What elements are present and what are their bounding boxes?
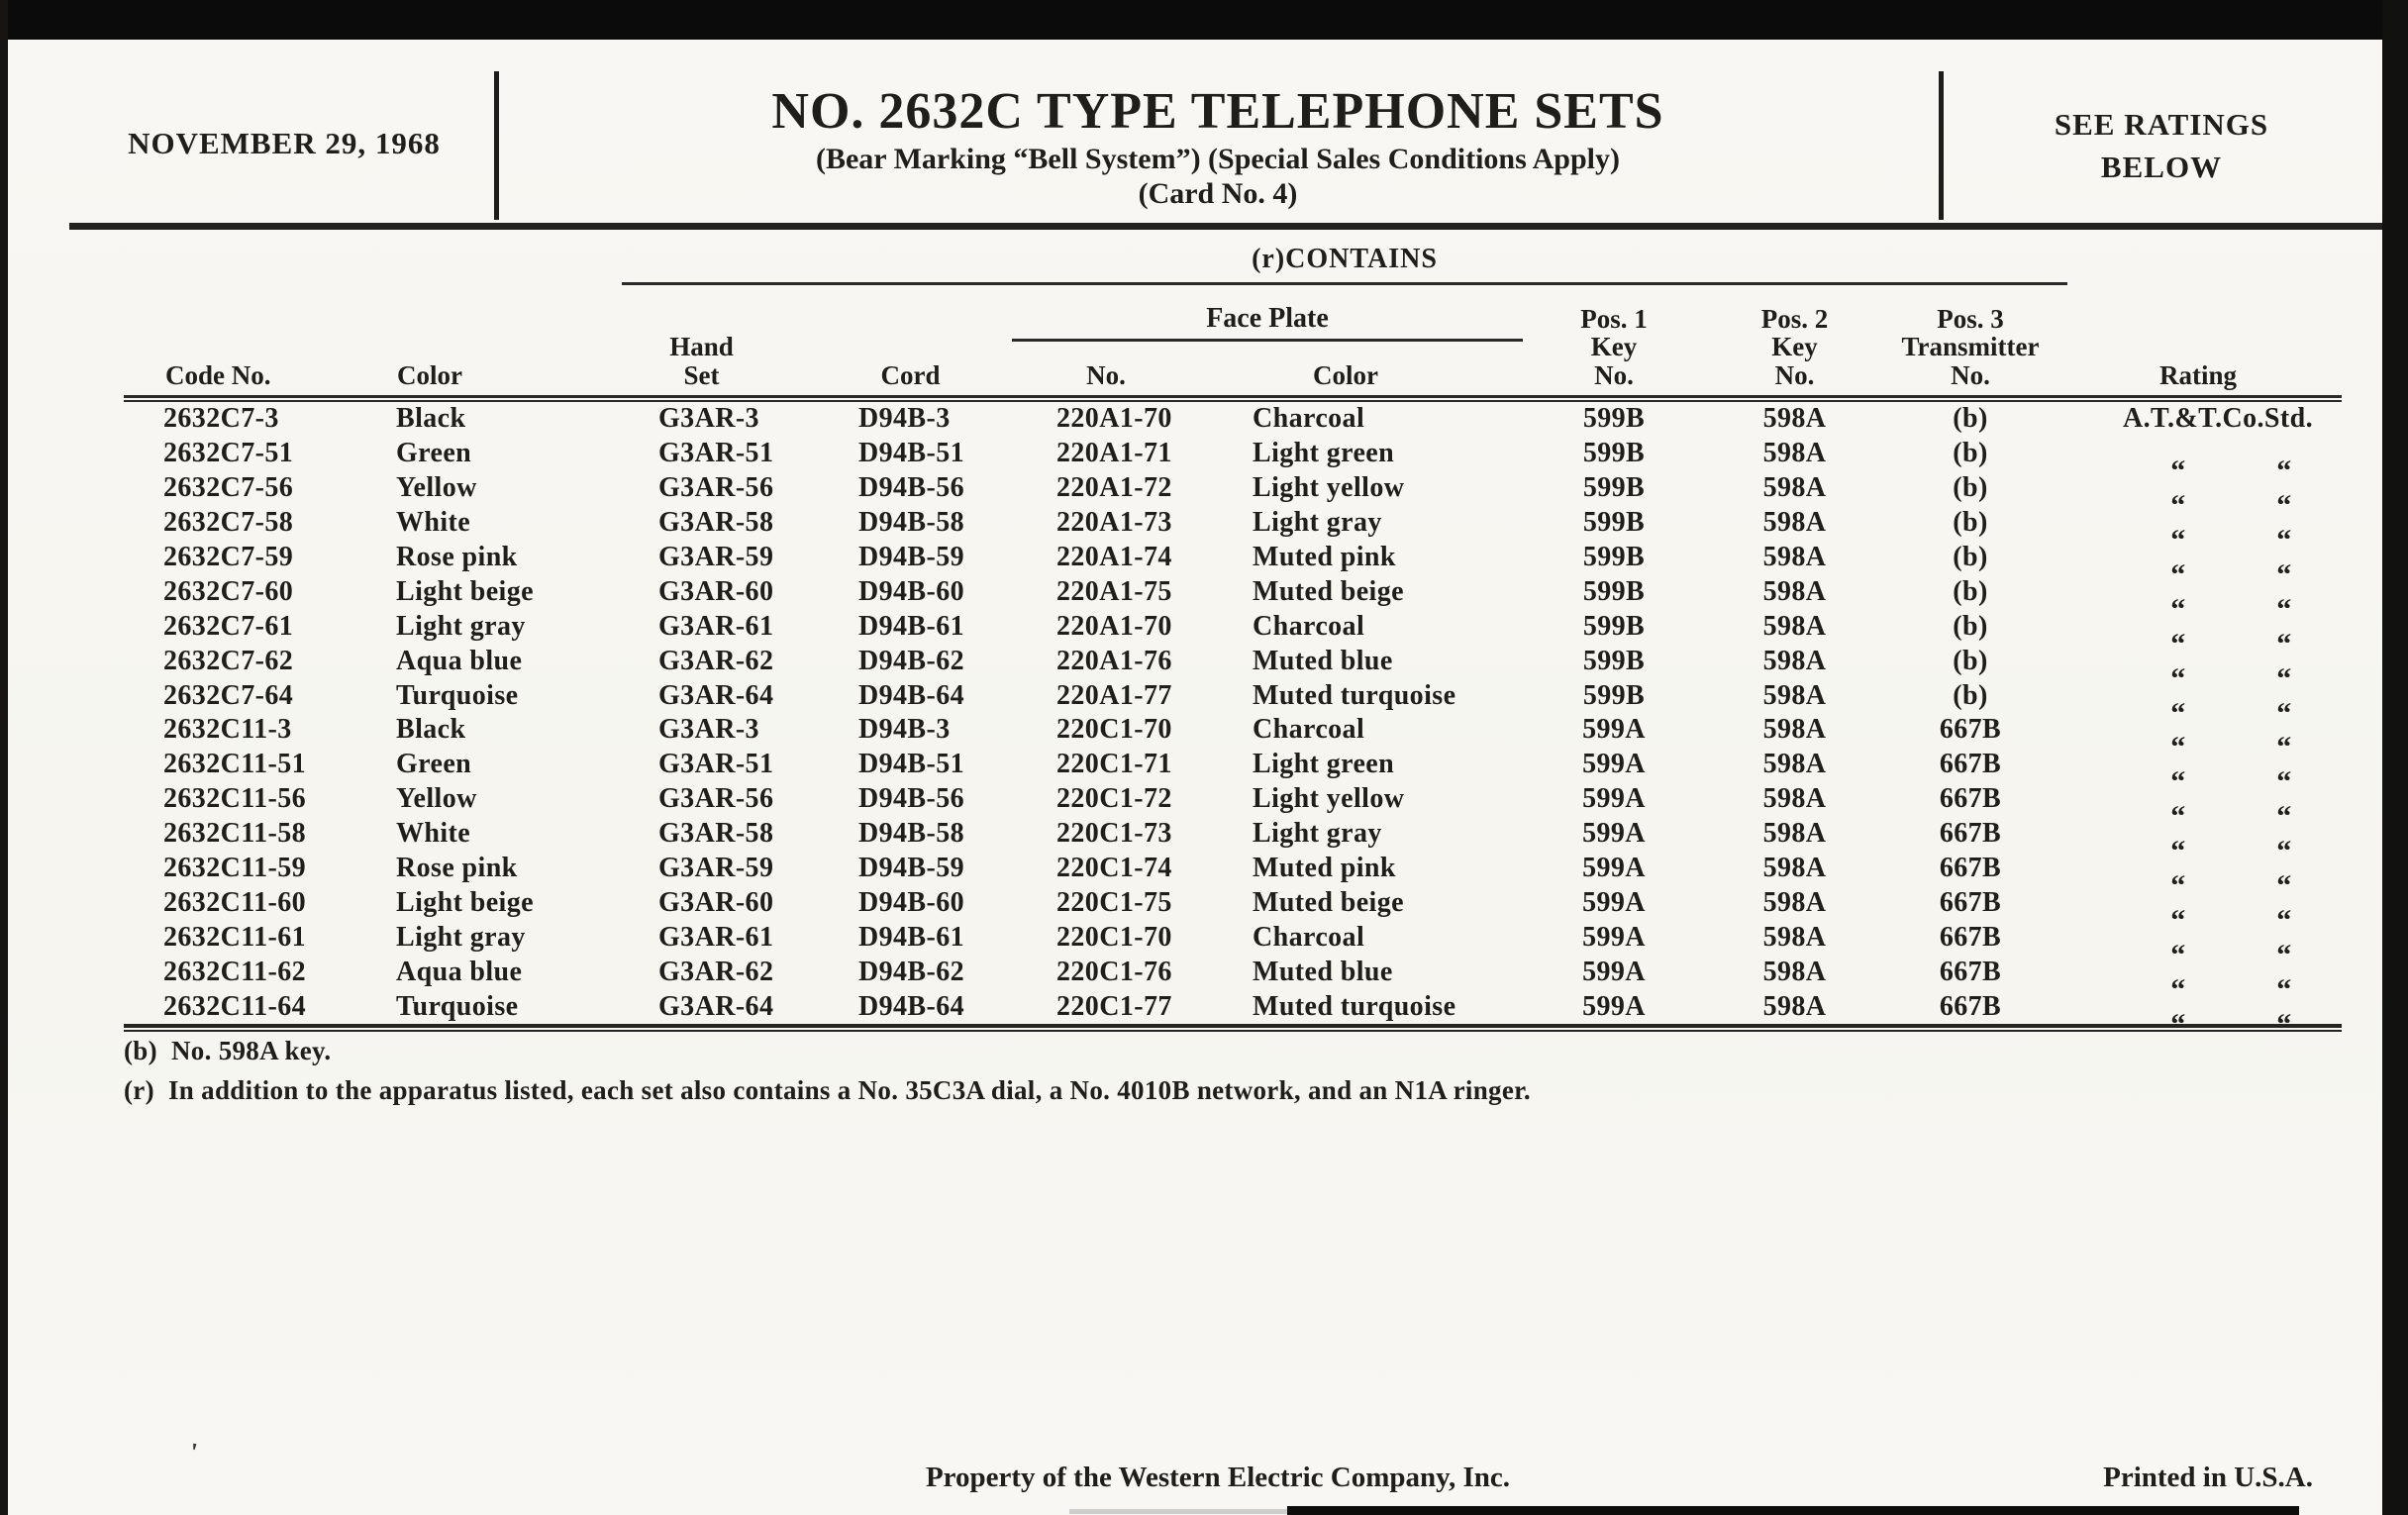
- column-header: No.: [1086, 359, 1126, 390]
- table-cell: 667B: [1939, 956, 2002, 987]
- table-cell: 598A: [1762, 818, 1827, 850]
- table-cell: 2632C7-56: [163, 472, 294, 504]
- parts-table: [124, 238, 2342, 1041]
- table-cell: 2632C7-3: [163, 403, 279, 435]
- table-cell: 598A: [1762, 679, 1827, 711]
- table-cell: 598A: [1762, 886, 1827, 918]
- table-cell: Green: [396, 749, 472, 780]
- table-cell: 667B: [1939, 990, 2002, 1022]
- table-cell: 599A: [1582, 853, 1646, 884]
- table-cell: 2632C11-64: [163, 990, 306, 1022]
- table-cell: D94B-60: [858, 886, 965, 918]
- ditto-mark: “: [2276, 627, 2292, 660]
- table-cell: 220C1-71: [1056, 749, 1172, 780]
- table-cell: G3AR-61: [658, 610, 774, 642]
- table-cell: 2632C7-62: [163, 645, 294, 676]
- table-cell: 220C1-70: [1056, 921, 1172, 953]
- table-cell: 220C1-76: [1056, 956, 1172, 987]
- table-cell: 220A1-76: [1056, 645, 1172, 676]
- ratings-note-line1: SEE RATINGS: [2054, 107, 2269, 142]
- table-row: [124, 920, 2342, 971]
- footnote-b: (b) No. 598A key.: [124, 1036, 332, 1065]
- table-cell: (b): [1953, 472, 1988, 504]
- table-cell: 598A: [1762, 956, 1827, 987]
- ditto-mark: “: [2276, 972, 2292, 1006]
- table-bottom-rule: [124, 1024, 2342, 1032]
- card-number: (Card No. 4): [1138, 177, 1298, 210]
- table-cell: 599B: [1582, 438, 1646, 469]
- table-cell: 220C1-70: [1056, 714, 1172, 746]
- table-cell: G3AR-58: [658, 818, 774, 850]
- table-cell: 599A: [1582, 921, 1646, 953]
- table-cell: 598A: [1762, 921, 1827, 953]
- table-cell: (b): [1953, 575, 1988, 607]
- table-cell: Charcoal: [1253, 610, 1365, 642]
- column-headers: [124, 305, 2342, 390]
- table-cell: 598A: [1762, 783, 1827, 815]
- table-cell: G3AR-3: [658, 714, 759, 746]
- table-row: [124, 402, 2342, 437]
- table-cell: 220C1-75: [1056, 886, 1172, 918]
- table-cell: 220A1-75: [1056, 575, 1172, 607]
- table-cell: (b): [1953, 542, 1988, 572]
- table-cell: 598A: [1762, 472, 1827, 504]
- table-cell: Green: [396, 438, 472, 469]
- table-cell: 667B: [1939, 818, 2002, 850]
- table-cell: 220A1-70: [1056, 610, 1172, 642]
- contains-underline: [622, 282, 2067, 285]
- table-cell: G3AR-64: [658, 679, 774, 711]
- table-cell: G3AR-62: [658, 645, 774, 676]
- table-cell: 2632C11-3: [163, 714, 292, 746]
- table-cell: 599A: [1582, 749, 1646, 780]
- table-cell: Muted blue: [1253, 956, 1393, 987]
- column-header: Pos. 2 Key No.: [1760, 303, 1829, 390]
- table-cell: D94B-62: [858, 956, 965, 987]
- scan-frame-right: [2382, 0, 2408, 1515]
- page-title: NO. 2632C TYPE TELEPHONE SETS: [771, 83, 1664, 140]
- table-cell: Light beige: [396, 575, 534, 607]
- table-cell: 599A: [1582, 886, 1646, 918]
- ditto-mark: “: [2276, 558, 2292, 591]
- table-cell: G3AR-56: [658, 783, 774, 815]
- ditto-mark: “: [2276, 835, 2292, 868]
- table-cell: Yellow: [396, 472, 477, 504]
- ditto-mark: “: [2170, 835, 2186, 868]
- ditto-mark: “: [2170, 558, 2186, 591]
- table-cell: Turquoise: [396, 990, 519, 1022]
- table-cell: G3AR-64: [658, 990, 774, 1022]
- table-cell: Rose pink: [396, 542, 518, 572]
- footnote-r: (r) In addition to the apparatus listed, each set also contains a No. 35C3A dial, a No. 4010B network, and an N1A ringer.: [124, 1075, 1531, 1105]
- scan-frame-bottom-strip: [1287, 1506, 2299, 1515]
- table-cell: 220C1-73: [1056, 818, 1172, 850]
- header-divider-left: [494, 71, 499, 220]
- table-cell: 667B: [1939, 714, 2002, 746]
- table-cell: 598A: [1762, 610, 1827, 642]
- table-cell: Light green: [1253, 749, 1395, 780]
- table-cell: Turquoise: [396, 679, 519, 711]
- table-cell: G3AR-3: [658, 403, 759, 435]
- table-cell: 220C1-77: [1056, 990, 1172, 1022]
- table-cell: (b): [1953, 438, 1988, 469]
- table-cell: Light beige: [396, 886, 534, 918]
- table-cell: D94B-64: [858, 990, 965, 1022]
- table-cell: G3AR-60: [658, 575, 774, 607]
- column-header: Rating: [2158, 359, 2237, 390]
- table-cell: G3AR-51: [658, 438, 774, 469]
- table-cell: 2632C7-58: [163, 507, 294, 539]
- table-cell: 220A1-73: [1056, 507, 1172, 539]
- table-cell: D94B-61: [858, 921, 965, 953]
- table-cell: D94B-51: [858, 749, 965, 780]
- table-cell: D94B-58: [858, 507, 965, 539]
- table-cell: (b): [1953, 610, 1988, 642]
- table-cell: 599B: [1582, 507, 1646, 539]
- table-cell: 599B: [1582, 542, 1646, 572]
- table-cell: 2632C11-51: [163, 749, 306, 780]
- table-cell: 220C1-74: [1056, 853, 1172, 884]
- ratings-note: [2055, 103, 2268, 188]
- ditto-mark: “: [2170, 489, 2186, 523]
- table-row: [124, 713, 2342, 764]
- table-cell: 598A: [1762, 853, 1827, 884]
- table-cell: 598A: [1762, 542, 1827, 572]
- table-cell: 599A: [1582, 956, 1646, 987]
- column-header: Hand Set: [669, 332, 734, 390]
- table-cell: D94B-59: [858, 853, 965, 884]
- table-cell: Light green: [1253, 438, 1395, 469]
- scan-smudge: [1069, 1509, 1297, 1514]
- ditto-mark: “: [2170, 454, 2186, 488]
- page-subtitle: (Bear Marking “Bell System”) (Special Sales Conditions Apply): [815, 143, 1620, 175]
- scan-artifact: ': [188, 1437, 200, 1467]
- table-cell: 667B: [1939, 921, 2002, 953]
- table-cell: G3AR-62: [658, 956, 774, 987]
- table-cell: Black: [396, 403, 466, 435]
- table-cell: 220A1-72: [1056, 472, 1172, 504]
- table-cell: Light gray: [396, 921, 526, 953]
- table-cell: D94B-3: [858, 714, 951, 746]
- table-cell: D94B-58: [858, 818, 965, 850]
- table-header: [124, 238, 2342, 395]
- property-notice: Property of the Western Electric Company, Inc.: [925, 1462, 1511, 1493]
- table-cell: 2632C11-56: [163, 783, 306, 815]
- table-cell: G3AR-59: [658, 853, 774, 884]
- ditto-mark: “: [2276, 800, 2292, 834]
- table-cell: Muted pink: [1253, 542, 1396, 572]
- table-cell: Light gray: [1253, 507, 1382, 539]
- table-cell: 599B: [1582, 575, 1646, 607]
- table-cell: 220A1-74: [1056, 542, 1172, 572]
- table-cell: D94B-61: [858, 610, 965, 642]
- ditto-mark: “: [2276, 765, 2292, 799]
- table-cell: 598A: [1762, 714, 1827, 746]
- table-cell: Muted beige: [1253, 575, 1404, 607]
- table-cell: (b): [1953, 679, 1988, 711]
- ratings-note-line2: BELOW: [2100, 150, 2223, 184]
- table-cell: 667B: [1939, 886, 2002, 918]
- ditto-mark: “: [2170, 800, 2186, 834]
- ditto-mark: “: [2170, 592, 2186, 626]
- ditto-mark: “: [2276, 938, 2292, 971]
- table-cell: 598A: [1762, 403, 1827, 435]
- table-cell: (b): [1953, 403, 1988, 435]
- table-cell: 599A: [1582, 990, 1646, 1022]
- rating-cell: A.T.&T.Co.Std.: [2122, 403, 2313, 435]
- table-cell: 598A: [1762, 645, 1827, 676]
- table-cell: Light gray: [1253, 818, 1382, 850]
- table-cell: 599A: [1582, 714, 1646, 746]
- ditto-mark: “: [2276, 454, 2292, 488]
- table-cell: Muted beige: [1253, 886, 1404, 918]
- table-header-rule: [124, 395, 2342, 402]
- table-cell: Light yellow: [1253, 472, 1405, 504]
- scan-frame-left: [0, 0, 8, 1515]
- table-cell: D94B-51: [858, 438, 965, 469]
- table-cell: 598A: [1762, 749, 1827, 780]
- ditto-mark: “: [2170, 1007, 2186, 1041]
- table-cell: D94B-59: [858, 542, 965, 572]
- ditto-mark: “: [2170, 938, 2186, 971]
- table-cell: 2632C7-59: [163, 542, 294, 572]
- table-cell: D94B-64: [858, 679, 965, 711]
- table-cell: G3AR-60: [658, 886, 774, 918]
- ditto-mark: “: [2170, 731, 2186, 764]
- ditto-mark: “: [2170, 627, 2186, 660]
- table-cell: Light yellow: [1253, 783, 1405, 815]
- table-cell: G3AR-61: [658, 921, 774, 953]
- table-cell: 2632C11-60: [163, 886, 306, 918]
- ditto-mark: “: [2276, 903, 2292, 937]
- contains-label: (r)CONTAINS: [1252, 244, 1438, 274]
- table-cell: 598A: [1762, 507, 1827, 539]
- table-cell: D94B-56: [858, 472, 965, 504]
- table-cell: 220C1-72: [1056, 783, 1172, 815]
- table-cell: 2632C11-61: [163, 921, 306, 953]
- table-cell: 2632C7-60: [163, 575, 294, 607]
- ditto-mark: “: [2170, 696, 2186, 730]
- ditto-mark: “: [2170, 524, 2186, 557]
- table-cell: Muted blue: [1253, 645, 1393, 676]
- ditto-mark: “: [2276, 592, 2292, 626]
- table-cell: Rose pink: [396, 853, 518, 884]
- column-header: Pos. 1 Key No.: [1580, 303, 1648, 390]
- table-cell: Yellow: [396, 783, 477, 815]
- table-cell: 2632C7-64: [163, 679, 294, 711]
- table-cell: 2632C11-59: [163, 853, 306, 884]
- table-cell: Muted pink: [1253, 853, 1396, 884]
- table-cell: G3AR-59: [658, 542, 774, 572]
- table-cell: D94B-3: [858, 403, 951, 435]
- table-cell: 667B: [1939, 749, 2002, 780]
- table-body: [124, 402, 2342, 1041]
- table-cell: D94B-62: [858, 645, 965, 676]
- table-cell: 598A: [1762, 990, 1827, 1022]
- ditto-mark: “: [2276, 489, 2292, 523]
- ditto-mark: “: [2170, 972, 2186, 1006]
- table-cell: White: [396, 507, 471, 539]
- header-divider-right: [1939, 71, 1944, 220]
- ditto-mark: “: [2170, 661, 2186, 695]
- table-cell: Muted turquoise: [1253, 679, 1456, 711]
- table-cell: 2632C11-62: [163, 956, 306, 987]
- table-cell: 2632C11-58: [163, 818, 306, 850]
- table-cell: 599B: [1582, 679, 1646, 711]
- column-header: Color: [1313, 359, 1378, 390]
- ditto-mark: “: [2276, 869, 2292, 903]
- table-cell: G3AR-51: [658, 749, 774, 780]
- table-cell: 2632C7-51: [163, 438, 294, 469]
- column-header: Code No.: [165, 359, 271, 390]
- table-cell: 599B: [1582, 472, 1646, 504]
- table-cell: Black: [396, 714, 466, 746]
- ditto-mark: “: [2170, 903, 2186, 937]
- column-header: Color: [397, 359, 462, 390]
- table-cell: D94B-60: [858, 575, 965, 607]
- table-cell: Muted turquoise: [1253, 990, 1456, 1022]
- ditto-mark: “: [2276, 661, 2292, 695]
- table-cell: 220A1-77: [1056, 679, 1172, 711]
- table-cell: G3AR-56: [658, 472, 774, 504]
- ditto-mark: “: [2170, 765, 2186, 799]
- table-cell: Aqua blue: [396, 645, 523, 676]
- ditto-mark: “: [2276, 731, 2292, 764]
- table-row: [124, 817, 2342, 868]
- table-row: [124, 989, 2342, 1041]
- column-header: Pos. 3 Transmitter No.: [1901, 303, 2040, 390]
- table-cell: 598A: [1762, 575, 1827, 607]
- table-cell: 598A: [1762, 438, 1827, 469]
- table-cell: 599B: [1582, 610, 1646, 642]
- title-block: [771, 83, 1663, 210]
- table-cell: Light gray: [396, 610, 526, 642]
- table-cell: 220A1-70: [1056, 403, 1172, 435]
- table-cell: 599B: [1582, 645, 1646, 676]
- table-cell: Charcoal: [1253, 714, 1365, 746]
- table-cell: Aqua blue: [396, 956, 523, 987]
- table-cell: G3AR-58: [658, 507, 774, 539]
- table-cell: Charcoal: [1253, 921, 1365, 953]
- ditto-mark: “: [2276, 1007, 2292, 1041]
- table-cell: 599A: [1582, 818, 1646, 850]
- table-cell: White: [396, 818, 471, 850]
- column-header: Cord: [880, 359, 941, 390]
- table-row: [124, 609, 2342, 660]
- table-cell: (b): [1953, 645, 1988, 676]
- table-cell: 220A1-71: [1056, 438, 1172, 469]
- face-plate-group-label: Face Plate: [1012, 303, 1523, 342]
- scan-frame-top: [0, 0, 2408, 40]
- issue-date: NOVEMBER 29, 1968: [128, 126, 441, 160]
- table-cell: 599A: [1582, 783, 1646, 815]
- table-cell: 667B: [1939, 853, 2002, 884]
- table-cell: Charcoal: [1253, 403, 1365, 435]
- table-cell: (b): [1953, 507, 1988, 539]
- printed-notice: Printed in U.S.A.: [2103, 1462, 2313, 1493]
- table-cell: D94B-56: [858, 783, 965, 815]
- ditto-mark: “: [2276, 696, 2292, 730]
- table-cell: 667B: [1939, 783, 2002, 815]
- ditto-mark: “: [2170, 869, 2186, 903]
- header-rule: [69, 223, 2382, 230]
- ditto-mark: “: [2276, 524, 2292, 557]
- table-cell: 599B: [1582, 403, 1646, 435]
- table-cell: 2632C7-61: [163, 610, 294, 642]
